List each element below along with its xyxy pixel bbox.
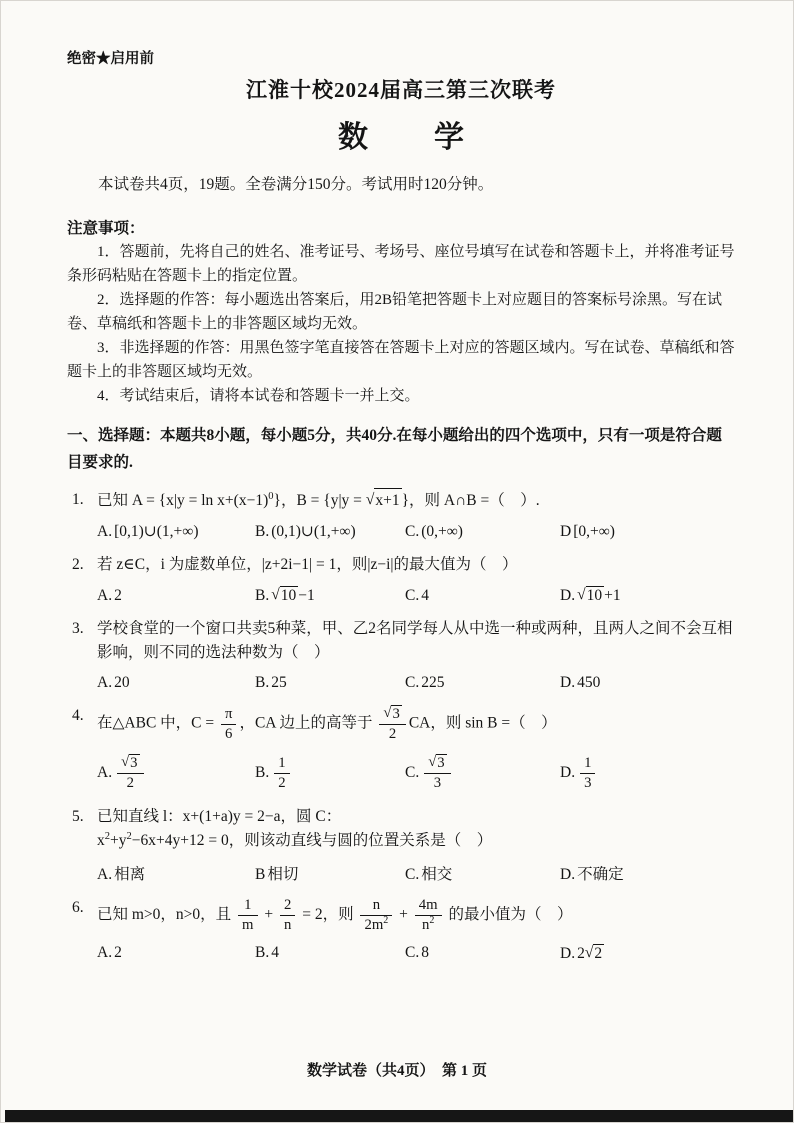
question (67, 805, 735, 884)
option (405, 753, 560, 793)
option (97, 522, 255, 541)
option-label: B (255, 866, 266, 884)
option-label: A. (97, 763, 113, 781)
question-number: 1. (72, 491, 84, 509)
option (97, 587, 255, 605)
option-value: 相交 (421, 866, 453, 884)
notices-heading: 注意事项： (67, 220, 145, 237)
question (67, 617, 735, 692)
question-stem: 学校食堂的一个窗口共卖5种菜，甲、乙2名同学每人从中选一种或两种，且两人之间不会互相影响，则不同的选法种数为（ ） (97, 620, 733, 662)
question (67, 488, 735, 541)
question (67, 553, 735, 605)
option-value: 450 (577, 674, 601, 692)
option-label: B. (255, 674, 270, 692)
question-stem: 在△ABC 中，C = $\frac{\pi}{6}$ ，CA 边上的高等于 $\frac{√3}{2}$ CA，则 sin B =（ ） (97, 705, 557, 743)
option (560, 944, 735, 963)
security-label: 绝密★启用前 (67, 51, 154, 67)
option-value: (0,1)∪(1,+∞) (271, 523, 356, 541)
option (255, 754, 405, 793)
option-value: √10 +1 (577, 586, 621, 605)
exam-title: 江淮十校2024届高三第三次联考 (246, 78, 556, 102)
option (405, 862, 560, 884)
question-number: 3. (72, 620, 84, 638)
option (560, 862, 735, 884)
option-value: (0,+∞) (421, 522, 463, 540)
options-row (97, 586, 735, 605)
option-value: $\frac{1}{3}$ (577, 764, 598, 781)
options-row (97, 944, 735, 963)
option (560, 586, 735, 605)
option (405, 674, 560, 692)
page-footer: 数学试卷（共4页） 第 1 页 (306, 1063, 487, 1079)
question (67, 896, 735, 963)
notice-item: 1．答题前，先将自己的姓名、准考证号、考场号、座位号填写在试卷和答题卡上，并将准考证号条形码粘贴在答题卡上的指定位置。 (67, 244, 735, 284)
option-label: B. (255, 587, 270, 605)
option (560, 523, 735, 541)
option-value: 相切 (267, 866, 299, 884)
option (97, 674, 255, 692)
option-label: A. (97, 944, 113, 962)
question-stem: 已知直线 l：x+(1+a)y = 2−a，圆 C：$x^2+y^2-6x+4y+12 = 0$，则该动直线与圆的位置关系是（ ） (97, 808, 493, 850)
question-number: 4. (72, 707, 84, 725)
option-value: $\frac{1}{2}$ (271, 764, 292, 781)
option-label: A. (97, 523, 113, 541)
option-value: 2 (114, 944, 122, 962)
option-label: C. (405, 866, 420, 884)
option (255, 522, 405, 541)
option-value: [0,1)∪(1,+∞) (114, 523, 199, 541)
option (97, 753, 255, 793)
options-row (97, 862, 735, 884)
question-number: 2. (72, 556, 84, 574)
subject-title: 数 学 (338, 121, 482, 154)
option (255, 586, 405, 605)
option-label: C. (405, 522, 420, 540)
option-label: B. (255, 523, 270, 541)
option-label: D. (560, 674, 576, 692)
section-heading: 一、选择题：本题共8小题，每小题5分，共40分.在每小题给出的四个选项中，只有一项是符合题目要求的. (67, 427, 722, 472)
option-label: B. (255, 944, 270, 962)
option-label: A. (97, 674, 113, 692)
option-label: C. (405, 674, 420, 692)
option-value: $\frac{√3}{3}$ (421, 764, 453, 781)
exam-info-line: 本试卷共4页，19题。全卷满分150分。考试用时120分钟。 (98, 176, 494, 193)
scan-edge-artifact (5, 1110, 793, 1122)
option-label: A. (97, 866, 113, 884)
option-label: C. (405, 763, 420, 781)
option (255, 674, 405, 692)
option-value: 4 (421, 586, 429, 604)
option-label: D. (560, 587, 576, 605)
option-value: [0,+∞) (573, 522, 615, 540)
notice-item: 4．考试结束后，请将本试卷和答题卡一并上交。 (97, 388, 420, 404)
notice-item: 3．非选择题的作答：用黑色签字笔直接答在答题卡上对应的答题区域内。写在试卷、草稿纸和答题卡上的非答题区域均无效。 (67, 340, 735, 380)
option (97, 944, 255, 962)
option (405, 944, 560, 962)
question-number: 5. (72, 808, 84, 825)
option-label: D. (560, 763, 576, 781)
option-value: 20 (114, 674, 130, 692)
option (405, 523, 560, 541)
option-value: 4 (271, 944, 279, 962)
option-label: B. (255, 763, 270, 781)
question-number: 6. (72, 899, 84, 917)
option (255, 944, 405, 962)
notice-item: 2．选择题的作答：每小题选出答案后，用2B铅笔把答题卡上对应题目的答案标号涂黑。写在试卷、草稿纸和答题卡上的非答题区域均无效。 (67, 292, 723, 332)
option-label: C. (405, 586, 420, 604)
option (560, 674, 735, 692)
options-row (97, 522, 735, 541)
option (255, 862, 405, 884)
option (405, 587, 560, 605)
option-value: 8 (421, 944, 429, 962)
option-value: 225 (421, 674, 445, 692)
question-stem: 已知 $A = \{x|y = \ln x+(x-1)^0\}$，B = {y|y = √x+1 }，则 A∩B =（ ）. (97, 488, 735, 513)
question-stem: 已知 m>0，n>0，且 $\frac{1}{m}$ + $\frac{2}{n}$ = 2，则 $\frac{n}{2m^2}$ + $\frac{4m}{n^2}$ 的最小值为（ ） (97, 897, 573, 933)
option-label: D. (560, 944, 576, 962)
options-row (97, 753, 735, 793)
options-row (97, 674, 735, 692)
option-value: √10 −1 (271, 586, 315, 605)
option-value: 25 (271, 674, 287, 692)
option-value: $\frac{√3}{2}$ (114, 764, 146, 781)
option-value: 相离 (114, 866, 146, 884)
option-label: D. (560, 866, 576, 884)
option-value: 2 (114, 586, 122, 604)
question (67, 704, 735, 793)
option (560, 754, 735, 793)
option-value: 2√2 (577, 943, 603, 962)
option-value: 不确定 (577, 866, 624, 884)
notices-section (67, 216, 735, 408)
option-label: A. (97, 586, 113, 604)
question-stem: 若 z∈C，i 为虚数单位，|z+2i−1| = 1，则|z−i|的最大值为（ ） (97, 556, 518, 574)
option (97, 862, 255, 884)
option-label: D (560, 522, 572, 540)
option-label: C. (405, 944, 420, 962)
